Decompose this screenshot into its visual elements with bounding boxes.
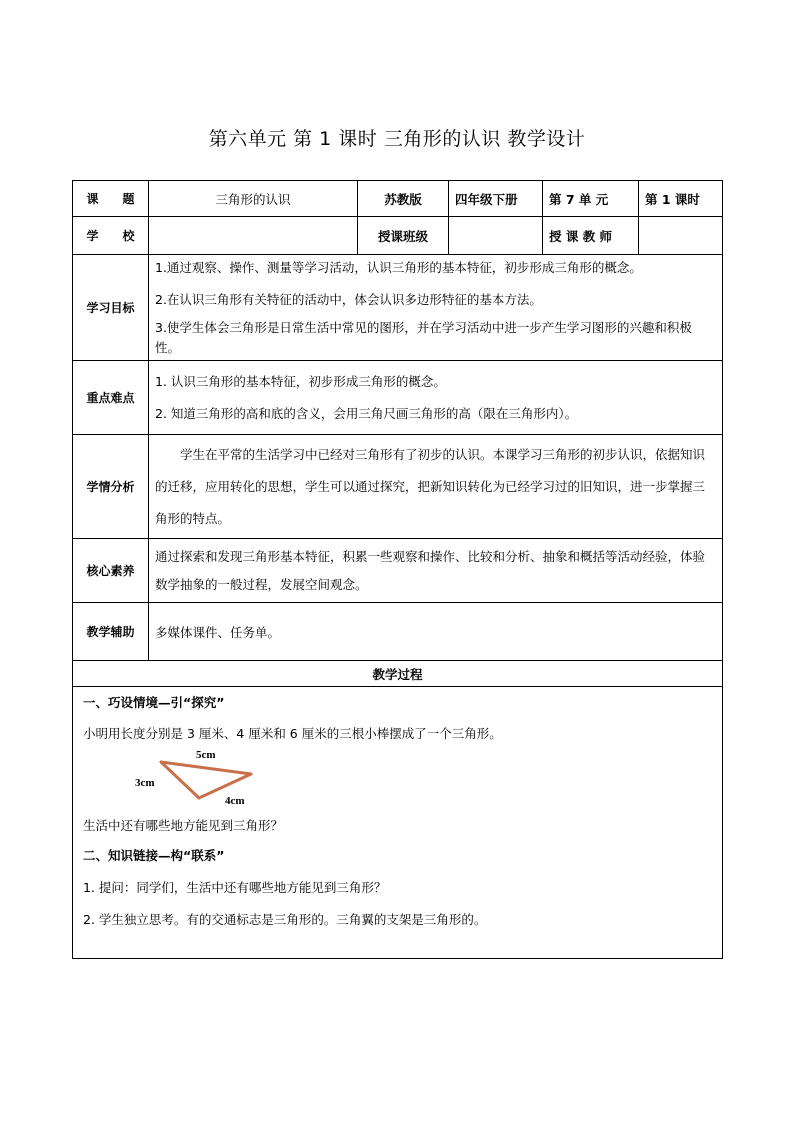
stick-top [161,762,251,774]
section1-text: 小明用长度分别是 3 厘米、4 厘米和 6 厘米的三根小棒摆成了一个三角形。 [83,726,502,741]
key-points-label: 重点难点 [73,361,149,435]
process-content [73,687,723,959]
class-label: 授课班级 [358,217,449,255]
analysis-label: 学情分析 [73,435,149,539]
analysis-text: 学生在平常的生活学习中已经对三角形有了初步的认识。本课学习三角形的初步认识，依据知识的迁移，应用转化的思想，学生可以通过探究，把新知识转化为已经学习过的旧知识，进一步掌握三角形的特点。 [155,446,706,526]
section1-title: 一、巧设情境—引“探究” [83,695,225,710]
literacy-text: 通过探索和发现三角形基本特征，积累一些观察和操作、比较和分析、抽象和概括等活动经验，体验数学抽象的一般过程，发展空间观念。 [149,539,723,603]
literacy-row [73,539,723,603]
key-points-row [73,361,723,435]
step-1-text: 1. 提问：同学们，生活中还有哪些地方能见到三角形？ [83,880,387,895]
header-row-2 [73,217,723,255]
objective-item: 2.在认识三角形有关特征的活动中，体会认识多边形特征的基本方法。 [155,291,542,307]
objective-item: 3.使学生体会三角形是日常生活中常见的图形，并在学习活动中进一步产生学习图形的兴趣和积极性。 [155,319,692,355]
objectives-content [149,255,723,361]
edition-cell: 苏教版 [358,181,449,217]
aids-text: 多媒体课件、任务单。 [149,603,723,661]
topic-value: 三角形的认识 [149,181,358,217]
key-points-content [149,361,723,435]
stick-lines [161,762,251,798]
step-2-text: 2. 学生独立思考。有的交通标志是三角形的。三角翼的支架是三角形的。 [83,912,487,927]
process-heading-row [73,661,723,687]
label-3cm: 3cm [135,777,155,789]
label-4cm: 4cm [225,795,245,807]
triangle-sticks-illustration [119,744,299,810]
teacher-value [639,217,723,255]
process-content-row [73,687,723,959]
lesson-plan-table [72,180,723,959]
label-5cm: 5cm [196,749,216,761]
page-title: 第六单元 第 1 课时 三角形的认识 教学设计 [208,128,586,150]
class-value [449,217,543,255]
lesson-cell: 第 1 课时 [639,181,723,217]
key-point-item: 1. 认识三角形的基本特征，初步形成三角形的概念。 [155,373,446,389]
key-point-item: 2. 知道三角形的高和底的含义，会用三角尺画三角形的高（限在三角形内）。 [155,405,578,421]
objectives-label: 学习目标 [73,255,149,361]
grade-cell: 四年级下册 [449,181,543,217]
triangle-figure [83,744,712,810]
objective-item: 1.通过观察、操作、测量等学习活动，认识三角形的基本特征，初步形成三角形的概念。 [155,259,642,275]
objectives-row [73,255,723,361]
school-label: 学 校 [73,217,149,255]
aids-label: 教学辅助 [73,603,149,661]
teacher-label: 授 课 教 师 [543,217,639,255]
header-row-1 [73,181,723,217]
unit-cell: 第 7 单 元 [543,181,639,217]
school-value [149,217,358,255]
process-heading: 教学过程 [73,661,723,687]
analysis-row [73,435,723,539]
topic-label: 课 题 [73,181,149,217]
section2-title: 二、知识链接—构“联系” [83,848,225,863]
aids-row [73,603,723,661]
question-text: 生活中还有哪些地方能见到三角形？ [83,818,284,833]
literacy-label: 核心素养 [73,539,149,603]
